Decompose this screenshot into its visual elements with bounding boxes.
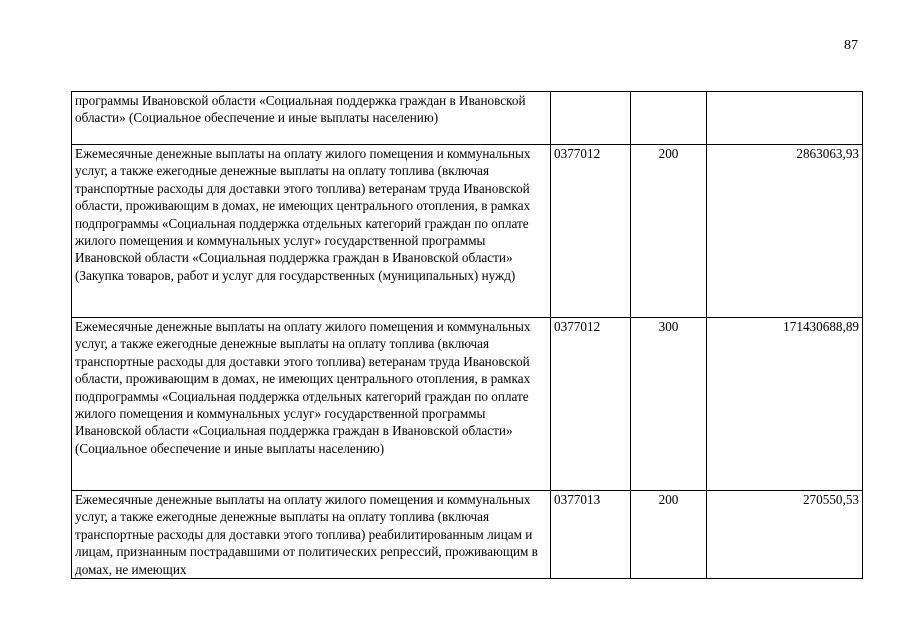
- amount-cell: 2863063,93: [707, 145, 863, 318]
- expense-name-cell: Ежемесячные денежные выплаты на оплату жилого помещения и коммунальных услуг, а также ежегодные денежные выплаты на оплату топлива (включая транспортные расходы для доставки этого топлива) реабилитированным лицам и лицам, признанным пострадавшими от политических репрессий, проживающим в домах, не имеющих: [72, 491, 551, 579]
- expense-name-cell: Ежемесячные денежные выплаты на оплату жилого помещения и коммунальных услуг, а также ежегодные денежные выплаты на оплату топлива (включая транспортные расходы для доставки этого топлива) ветеранам труда Ивановской области, проживающим в домах, не имеющих центрального отопления, в рамках подпрограммы «Социальная поддержка отдельных категорий граждан по оплате жилого помещения и коммунальных услуг» государственной программы Ивановской области «Социальная поддержка граждан в Ивановской области» (Закупка товаров, работ и услуг для государственных (муниципальных) нужд): [72, 145, 551, 318]
- amount-cell: 171430688,89: [707, 318, 863, 491]
- budget-table: [71, 91, 863, 579]
- expense-type-cell: 200: [631, 145, 707, 318]
- table-row: [72, 491, 863, 579]
- target-article-cell: 0377012: [551, 318, 631, 491]
- table-row: [72, 318, 863, 491]
- page-number: 87: [844, 38, 858, 53]
- table-row: [72, 92, 863, 145]
- target-article-cell: [551, 92, 631, 145]
- amount-cell: [707, 92, 863, 145]
- expense-type-cell: [631, 92, 707, 145]
- expense-name-cell: Ежемесячные денежные выплаты на оплату жилого помещения и коммунальных услуг, а также ежегодные денежные выплаты на оплату топлива (включая транспортные расходы для доставки этого топлива) ветеранам труда Ивановской области, проживающим в домах, не имеющих центрального отопления, в рамках подпрограммы «Социальная поддержка отдельных категорий граждан по оплате жилого помещения и коммунальных услуг» государственной программы Ивановской области «Социальная поддержка граждан в Ивановской области» (Социальное обеспечение и иные выплаты населению): [72, 318, 551, 491]
- amount-cell: 270550,53: [707, 491, 863, 579]
- target-article-cell: 0377013: [551, 491, 631, 579]
- expense-type-cell: 200: [631, 491, 707, 579]
- target-article-cell: 0377012: [551, 145, 631, 318]
- expense-type-cell: 300: [631, 318, 707, 491]
- table-row: [72, 145, 863, 318]
- expense-name-cell: программы Ивановской области «Социальная поддержка граждан в Ивановской области» (Социальное обеспечение и иные выплаты населению): [72, 92, 551, 145]
